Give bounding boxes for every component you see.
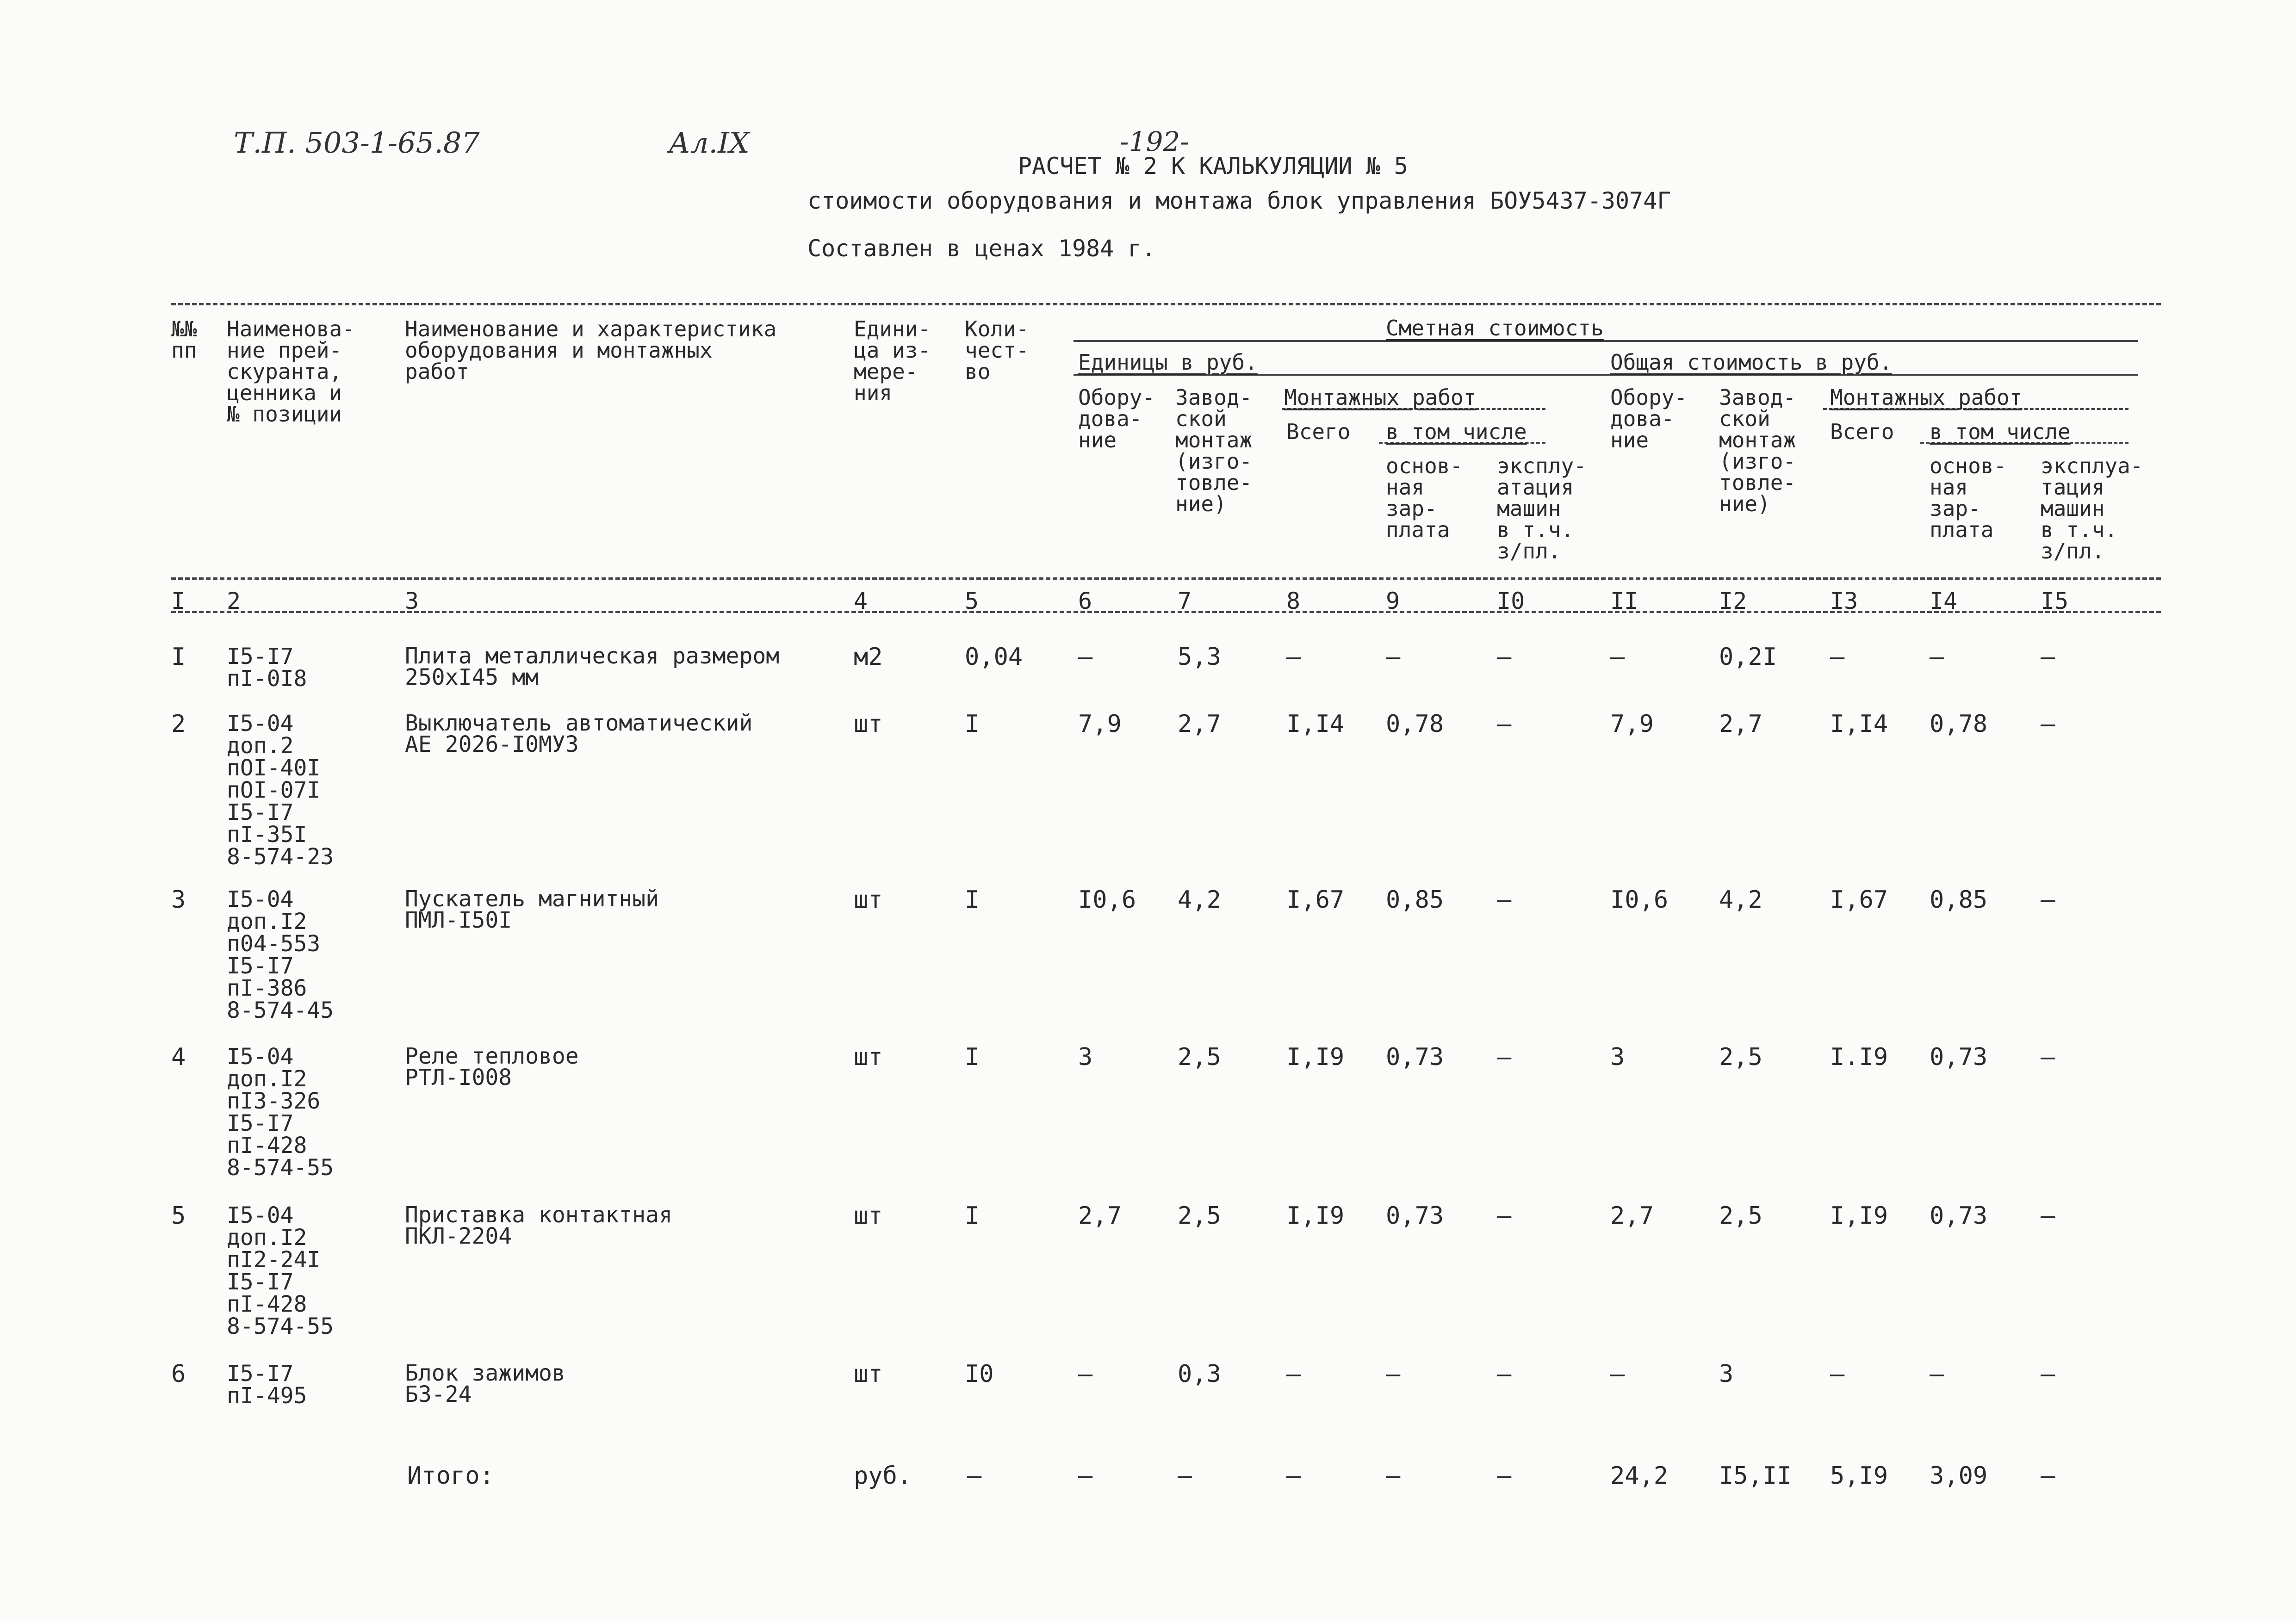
cell-6: 3: [1078, 1043, 1093, 1071]
header-bottom-rule: [171, 577, 2161, 580]
pricelist-code: I5-I7 пI-0I8: [227, 644, 307, 692]
cell-9: 0,78: [1386, 710, 1444, 738]
cell-9: 0,73: [1386, 1043, 1444, 1071]
cell-7: 2,7: [1178, 710, 1221, 738]
unit: шт: [854, 710, 883, 738]
colnum-11: II: [1610, 588, 1638, 614]
total-8: –: [1286, 1462, 1301, 1490]
cell-6: I0,6: [1078, 886, 1136, 914]
total-unit: руб.: [854, 1462, 912, 1490]
cell-8: –: [1286, 1360, 1301, 1388]
cell-13: I,I4: [1830, 710, 1888, 738]
cell-7: 2,5: [1178, 1043, 1221, 1071]
cell-11: I0,6: [1610, 886, 1669, 914]
cell-14: –: [1930, 643, 1944, 671]
unit: м2: [854, 643, 883, 671]
cell-7: 5,3: [1178, 643, 1221, 671]
cell-12: 0,2I: [1719, 643, 1777, 671]
cell-9: 0,85: [1386, 886, 1444, 914]
pricelist-code: I5-I7 пI-495: [227, 1361, 307, 1409]
header-equipment-2: Обору- дова- ние: [1610, 385, 1688, 452]
total-7: –: [1178, 1462, 1192, 1490]
row-number: 2: [171, 710, 186, 738]
cell-13: I.I9: [1830, 1043, 1888, 1071]
pricelist-code: I5-04 доп.I2 п04-553 I5-I7 пI-386 8-574-45: [227, 886, 334, 1023]
document-title: РАСЧЕТ № 2 К КАЛЬКУЛЯЦИИ № 5: [1018, 153, 1408, 180]
header-unit: Едини- ца из- мере- ния: [854, 316, 931, 405]
unit: шт: [854, 1202, 883, 1230]
header-equipment-1: Обору- дова- ние: [1078, 385, 1155, 452]
cell-10: –: [1497, 886, 1512, 914]
quantity: I: [965, 886, 980, 914]
header-factory-1: Завод- ской монтаж (изго- товле- ние): [1175, 385, 1253, 516]
total-6: –: [1078, 1462, 1093, 1490]
rule-estimated: [1074, 340, 2138, 342]
cell-6: 2,7: [1078, 1202, 1122, 1230]
header-machines-sub-1: в т.ч. з/пл.: [1497, 517, 1574, 564]
header-name: Наименование и характеристика оборудования и монтажных работ: [405, 316, 777, 384]
total-15: –: [2041, 1462, 2055, 1490]
colnum-rule: [171, 611, 2161, 613]
total-label: Итого:: [407, 1462, 494, 1490]
colnum-6: 6: [1078, 588, 1092, 614]
cell-10: –: [1497, 643, 1512, 671]
header-total-1: Всего: [1286, 419, 1351, 444]
row-number: I: [171, 643, 186, 671]
colnum-2: 2: [227, 588, 241, 614]
quantity: I: [965, 1202, 980, 1230]
cell-15: –: [2041, 886, 2055, 914]
item-name: Выключатель автоматический АЕ 2026-I0МУЗ: [405, 710, 753, 757]
colnum-8: 8: [1286, 588, 1301, 614]
pricelist-code: I5-04 доп.I2 пI3-326 I5-I7 пI-428 8-574-55: [227, 1044, 334, 1181]
cell-14: –: [1930, 1360, 1944, 1388]
header-factory-2: Завод- ской монтаж (изго- товле- ние): [1719, 385, 1796, 516]
cell-9: –: [1386, 1360, 1401, 1388]
header-install-1: Монтажных работ: [1284, 385, 1477, 410]
cell-11: –: [1610, 1360, 1625, 1388]
total-14: 3,09: [1930, 1462, 1988, 1490]
colnum-14: I4: [1930, 588, 1958, 614]
colnum-12: I2: [1719, 588, 1747, 614]
price-basis: Составлен в ценах 1984 г.: [807, 235, 1156, 262]
total-9: –: [1386, 1462, 1401, 1490]
unit: шт: [854, 1043, 883, 1071]
total-11: 24,2: [1610, 1462, 1669, 1490]
cell-15: –: [2041, 1202, 2055, 1230]
quantity: I0: [965, 1360, 994, 1388]
colnum-7: 7: [1178, 588, 1192, 614]
colnum-13: I3: [1830, 588, 1858, 614]
cell-15: –: [2041, 1043, 2055, 1071]
header-machines-1: эксплу- атация машин: [1497, 453, 1587, 521]
cell-10: –: [1497, 1043, 1512, 1071]
total-10: –: [1497, 1462, 1512, 1490]
item-name: Реле тепловое РТЛ-I008: [405, 1043, 579, 1090]
cell-11: 2,7: [1610, 1202, 1654, 1230]
header-incl-2: в том числе: [1930, 419, 2071, 444]
row-number: 3: [171, 886, 186, 914]
cell-6: –: [1078, 643, 1093, 671]
row-number: 6: [171, 1360, 186, 1388]
cell-6: –: [1078, 1360, 1093, 1388]
cell-8: I,I9: [1286, 1202, 1345, 1230]
page-number: -192-: [1120, 126, 1189, 157]
item-name: Плита металлическая размером 250хI45 мм: [405, 643, 780, 690]
header-wage-1: основ- ная зар- плата: [1386, 453, 1463, 542]
header-total-cost: Общая стоимость в руб.: [1610, 350, 1893, 375]
quantity: I: [965, 710, 980, 738]
cell-10: –: [1497, 1202, 1512, 1230]
document-subtitle: стоимости оборудования и монтажа блок управления БОУ5437-3074Г: [807, 187, 1671, 214]
header-machines-2: эксплуа- тация машин: [2041, 453, 2143, 521]
album-number: Ал.IX: [669, 126, 750, 160]
header-pricelist: Наименова- ние прей- скуранта, ценника и № позиции: [227, 316, 355, 427]
pricelist-code: I5-04 доп.I2 пI2-24I I5-I7 пI-428 8-574-55: [227, 1202, 334, 1339]
header-machines-sub-2: в т.ч. з/пл.: [2041, 517, 2118, 564]
cell-12: 2,5: [1719, 1202, 1762, 1230]
cell-14: 0,85: [1930, 886, 1988, 914]
header-total-2: Всего: [1830, 419, 1894, 444]
cell-14: 0,73: [1930, 1043, 1988, 1071]
cell-15: –: [2041, 710, 2055, 738]
cell-10: –: [1497, 1360, 1512, 1388]
colnum-10: I0: [1497, 588, 1525, 614]
unit: шт: [854, 886, 883, 914]
cell-8: I,67: [1286, 886, 1345, 914]
item-name: Блок зажимов БЗ-24: [405, 1360, 565, 1407]
cell-14: 0,73: [1930, 1202, 1988, 1230]
pricelist-code: I5-04 доп.2 пОI-40I пОI-07I I5-I7 пI-35I 8-574-23: [227, 711, 334, 870]
row-number: 5: [171, 1202, 186, 1230]
cell-11: 7,9: [1610, 710, 1654, 738]
total-13: 5,I9: [1830, 1462, 1888, 1490]
unit: шт: [854, 1360, 883, 1388]
cell-8: –: [1286, 643, 1301, 671]
project-number: Т.П. 503-1-65.87: [234, 126, 480, 160]
cell-7: 2,5: [1178, 1202, 1221, 1230]
colnum-3: 3: [405, 588, 419, 614]
header-wage-2: основ- ная зар- плата: [1930, 453, 2007, 542]
header-per-unit: Единицы в руб.: [1078, 350, 1258, 375]
cell-7: 0,3: [1178, 1360, 1221, 1388]
quantity: 0,04: [965, 643, 1023, 671]
row-number: 4: [171, 1043, 186, 1071]
cell-13: –: [1830, 643, 1845, 671]
cell-13: I,67: [1830, 886, 1888, 914]
header-incl-1: в том числе: [1386, 419, 1527, 444]
item-name: Приставка контактная ПКЛ-2204: [405, 1202, 672, 1249]
colnum-4: 4: [854, 588, 868, 614]
colnum-9: 9: [1386, 588, 1400, 614]
header-estimated: Сметная стоимость: [1386, 316, 1604, 341]
cell-14: 0,78: [1930, 710, 1988, 738]
cell-13: –: [1830, 1360, 1845, 1388]
cell-8: I,I9: [1286, 1043, 1345, 1071]
colnum-1: I: [171, 588, 186, 614]
item-name: Пускатель магнитный ПМЛ-I50I: [405, 886, 659, 933]
cell-9: –: [1386, 643, 1401, 671]
total-12: I5,II: [1719, 1462, 1792, 1490]
header-num: №№ пп: [171, 316, 197, 363]
cell-9: 0,73: [1386, 1202, 1444, 1230]
cell-11: 3: [1610, 1043, 1625, 1071]
colnum-15: I5: [2041, 588, 2069, 614]
header-top-rule: [171, 303, 2161, 305]
quantity: I: [965, 1043, 980, 1071]
cell-15: –: [2041, 1360, 2055, 1388]
cell-12: 3: [1719, 1360, 1734, 1388]
cell-12: 2,7: [1719, 710, 1762, 738]
cell-7: 4,2: [1178, 886, 1221, 914]
cell-11: –: [1610, 643, 1625, 671]
total-qty: –: [967, 1462, 982, 1490]
cell-10: –: [1497, 710, 1512, 738]
cell-6: 7,9: [1078, 710, 1122, 738]
cell-12: 4,2: [1719, 886, 1762, 914]
cell-8: I,I4: [1286, 710, 1345, 738]
cell-15: –: [2041, 643, 2055, 671]
cell-13: I,I9: [1830, 1202, 1888, 1230]
colnum-5: 5: [965, 588, 979, 614]
header-qty: Коли- чест- во: [965, 316, 1029, 384]
header-install-2: Монтажных работ: [1830, 385, 2023, 410]
cell-12: 2,5: [1719, 1043, 1762, 1071]
